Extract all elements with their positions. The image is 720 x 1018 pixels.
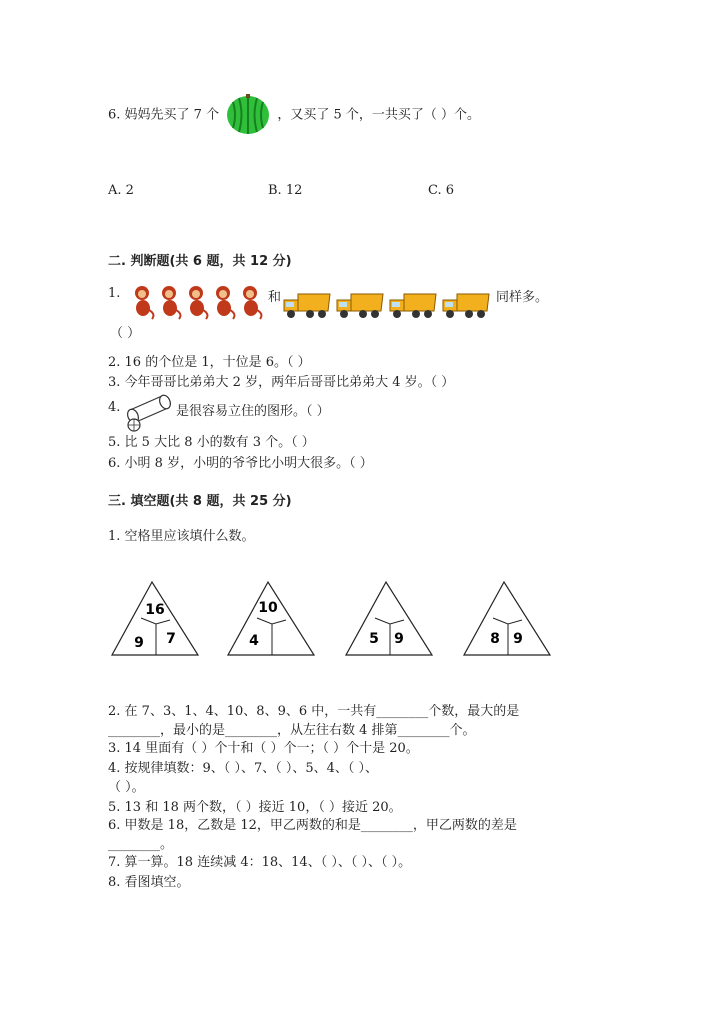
fill-q3: 3. 14 里面有（ ）个十和（ ）个一；（ ）个十是 20。 — [108, 741, 419, 756]
fill-q8: 8. 看图填空。 — [108, 875, 190, 890]
fill-q6-line1: 6. 甲数是 18，乙数是 12，甲乙两数的和是________，甲乙两数的差是 — [108, 818, 517, 833]
triangle-4-left: 8 — [490, 631, 500, 647]
fill-q7: 7. 算一算。18 连续减 4：18、14、（ ）、（ ）、（ ）。 — [108, 855, 412, 870]
truck-icon — [337, 294, 383, 318]
truck-icon — [284, 294, 330, 318]
triangle-2-top: 10 — [258, 600, 278, 616]
judge-q4-text: 是很容易立住的图形。（ ） — [176, 404, 330, 419]
option-b[interactable]: B. 12 — [268, 183, 303, 198]
judge-q1-answer[interactable]: （ ） — [110, 326, 141, 341]
fill-q5: 5. 13 和 18 两个数，（ ）接近 10，（ ）接近 20。 — [108, 800, 402, 815]
monkey-icon — [135, 286, 153, 319]
fill-q4-line2: （ ）。 — [108, 780, 145, 795]
truck-icon — [390, 294, 436, 318]
judge-q1-number: 1. — [108, 286, 121, 301]
triangle-1-top: 16 — [145, 602, 165, 618]
monkey-row — [130, 284, 268, 320]
truck-icon — [443, 294, 489, 318]
option-a[interactable]: A. 2 — [108, 183, 134, 198]
fill-q4-line1: 4. 按规律填数：9、（ ）、7、（ ）、5、4、（ ）、 — [108, 761, 379, 776]
question-6 — [108, 94, 480, 136]
judge-q4-number: 4. — [108, 400, 121, 415]
judge-q1-tail: 同样多。 — [496, 290, 549, 305]
section-3-heading: 三. 填空题(共 8 题，共 25 分) — [108, 494, 292, 509]
judge-q1-and: 和 — [268, 290, 282, 305]
triangle-2 — [228, 582, 314, 655]
fill-q2-line2: ________，最小的是________，从左往右数 4 排第________个。 — [108, 723, 476, 738]
truck-row — [282, 290, 494, 320]
monkey-icon — [162, 286, 180, 319]
monkey-icon — [189, 286, 207, 319]
number-triangles — [108, 578, 558, 660]
section-2-heading: 二. 判断题(共 6 题，共 12 分) — [108, 254, 292, 269]
monkey-icon — [243, 286, 261, 319]
triangle-3-right: 9 — [394, 631, 404, 647]
triangle-1-right: 7 — [166, 631, 176, 647]
fill-q6-line2: ________。 — [108, 837, 174, 852]
triangle-4-right: 9 — [513, 631, 523, 647]
judge-q3: 3. 今年哥哥比弟弟大 2 岁，两年后哥哥比弟弟大 4 岁。（ ） — [108, 375, 455, 390]
triangle-2-left: 4 — [249, 633, 259, 649]
fill-q1: 1. 空格里应该填什么数。 — [108, 529, 255, 544]
judge-q6: 6. 小明 8 岁，小明的爷爷比小明大很多。（ ） — [108, 456, 373, 471]
question-6-text-before: 6. 妈妈先买了 7 个 — [108, 107, 220, 123]
triangle-1 — [112, 582, 198, 655]
watermelon-icon — [225, 94, 271, 136]
triangle-3-left: 5 — [369, 631, 379, 647]
cylinder-ball-icon — [122, 392, 174, 432]
option-c[interactable]: C. 6 — [428, 183, 455, 198]
judge-q5: 5. 比 5 大比 8 小的数有 3 个。（ ） — [108, 435, 315, 450]
monkey-icon — [216, 286, 234, 319]
fill-q2-line1: 2. 在 7、3、1、4、10、8、9、6 中，一共有________个数，最大的是 — [108, 704, 520, 719]
judge-q2: 2. 16 的个位是 1，十位是 6。（ ） — [108, 355, 311, 370]
question-6-text-after: ，又买了 5 个，一共买了（ ）个。 — [277, 107, 481, 123]
triangle-4 — [464, 582, 550, 655]
triangle-3 — [346, 582, 432, 655]
triangle-1-left: 9 — [134, 635, 144, 651]
